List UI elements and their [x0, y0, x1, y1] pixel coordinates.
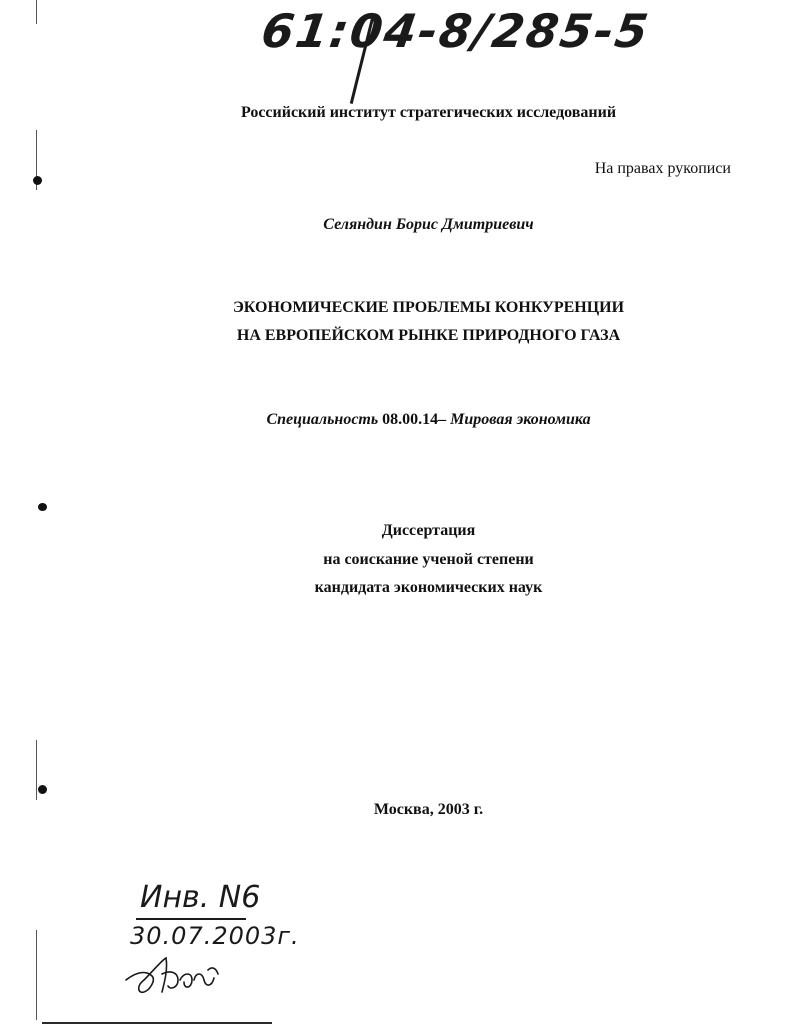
margin-line — [36, 740, 37, 800]
city-year: Москва, 2003 г. — [373, 801, 484, 818]
punch-hole-mark — [33, 176, 42, 185]
inventory-date: 30.07.2003г. — [130, 922, 300, 950]
specialty-name: Мировая экономика — [450, 411, 591, 428]
author-name: Селяндин Борис Дмитриевич — [323, 216, 534, 233]
specialty-code: 08.00.14– — [382, 411, 447, 428]
punch-hole-mark — [38, 503, 47, 511]
margin-line — [36, 0, 37, 24]
inventory-underline — [136, 918, 246, 920]
rights-note: На правах рукописи — [594, 160, 731, 177]
handwritten-signature — [122, 950, 222, 998]
punch-hole-mark — [38, 785, 47, 794]
institution-name: Российский институт стратегических исследований — [240, 104, 617, 121]
bottom-edge-line — [42, 1022, 272, 1024]
dissertation-title-line-2: НА ЕВРОПЕЙСКОМ РЫНКЕ ПРИРОДНОГО ГАЗА — [236, 327, 621, 344]
inventory-number: Инв. N6 — [140, 880, 261, 915]
degree-line: на соискание ученой степени — [323, 551, 534, 568]
dissertation-title-line-1: ЭКОНОМИЧЕСКИЕ ПРОБЛЕМЫ КОНКУРЕНЦИИ — [232, 299, 625, 316]
specialty-line — [30, 411, 797, 429]
margin-line — [36, 930, 37, 1020]
specialty-prefix: Специальность — [266, 411, 379, 428]
degree-field-line: кандидата экономических наук — [314, 579, 543, 596]
dissertation-label: Диссертация — [381, 522, 476, 539]
handwritten-catalog-code: 61:04-8/285-5 — [258, 4, 654, 58]
